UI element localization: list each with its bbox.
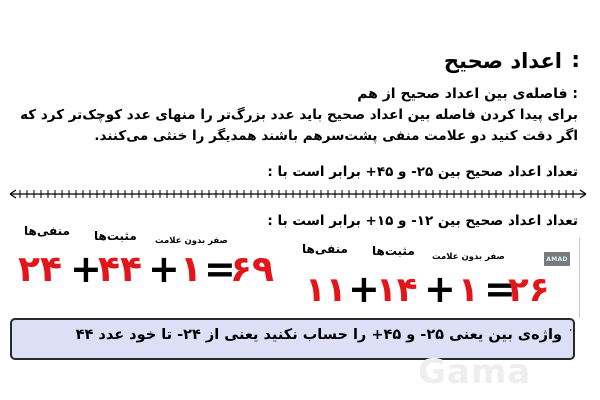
publisher-logo: AMAD <box>544 252 570 266</box>
right-plus-2: + <box>424 267 456 311</box>
explanation-paragraph: برای پیدا کردن فاصله بین اعداد صحیح باید عدد بزرگ‌تر را منهای عدد کوچک‌تر کرد که اگر دقت کنید دو علامت منفی پشت‌سرهم باشند همدیگر را خنثی می‌کنند. <box>20 107 578 144</box>
page-title-text: اعداد صحیح <box>443 49 562 73</box>
right-zero-count: ۱ <box>458 270 479 310</box>
left-result: ۶۹ <box>230 249 274 290</box>
question-one: تعداد اعداد صحیح بین ۲۵- و ۴۵+ برابر است با : <box>267 164 578 180</box>
left-equals: = <box>204 247 236 291</box>
watermark: Gama <box>418 352 532 392</box>
right-label-negatives: منفی‌ها <box>302 242 348 256</box>
title-colon: : <box>571 48 580 73</box>
right-label-positives: مثبت‌ها <box>372 244 415 258</box>
right-label-zero: صفر بدون علامت <box>432 252 505 262</box>
summary-text: واژه‌ی بین یعنی ۲۵- و ۴۵+ را حساب نکنید یعنی از ۲۴- تا خود عدد ۴۴ <box>75 327 562 343</box>
right-result: ۲۶ <box>508 270 550 310</box>
left-plus-2: + <box>148 247 180 291</box>
left-positives-count: ۴۴ <box>98 249 142 290</box>
question-two: تعداد اعداد صحیح بین ۱۲- و ۱۵+ برابر است با : <box>267 213 578 229</box>
page-title <box>444 49 562 73</box>
left-label-zero: صفر بدون علامت <box>155 236 228 246</box>
right-equals: = <box>484 267 516 311</box>
left-plus-1: + <box>70 247 102 291</box>
right-plus-1: + <box>348 267 380 311</box>
left-label-negatives: منفی‌ها <box>24 224 70 238</box>
summary-bullet: · <box>568 323 573 339</box>
number-line <box>8 183 588 205</box>
left-zero-count: ۱ <box>180 249 202 290</box>
subtitle: : فاصله‌ی بین اعداد صحیح از هم <box>357 86 578 102</box>
right-positives-count: ۱۴ <box>376 270 418 310</box>
left-negatives-count: ۲۴ <box>18 249 62 290</box>
right-negatives-count: ۱۱ <box>305 270 347 310</box>
left-label-positives: مثبت‌ها <box>94 229 137 243</box>
